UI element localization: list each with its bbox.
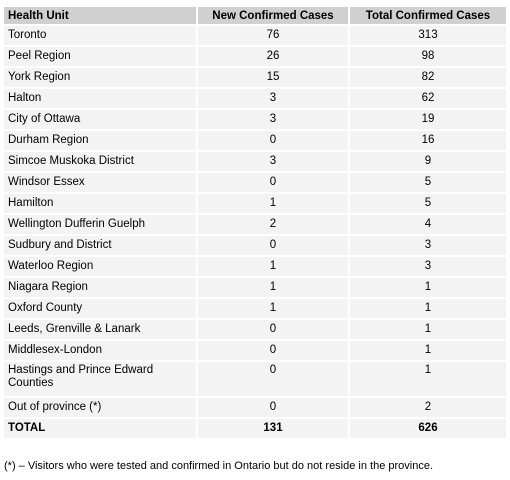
header-new-cases: New Confirmed Cases <box>198 7 348 24</box>
cell-health-unit: Out of province (*) <box>4 398 196 417</box>
cell-health-unit: Hamilton <box>4 194 196 213</box>
total-label: TOTAL <box>4 419 196 438</box>
cell-health-unit: York Region <box>4 68 196 87</box>
cell-health-unit: Durham Region <box>4 131 196 150</box>
cell-total-cases: 5 <box>350 173 506 192</box>
cell-total-cases: 2 <box>350 398 506 417</box>
cell-total-cases: 62 <box>350 89 506 108</box>
cell-total-cases: 4 <box>350 215 506 234</box>
cell-new-cases: 0 <box>198 131 348 150</box>
table-row <box>4 68 506 87</box>
cell-health-unit: Windsor Essex <box>4 173 196 192</box>
cell-new-cases: 0 <box>198 236 348 255</box>
cell-new-cases: 15 <box>198 68 348 87</box>
cell-total-cases: 3 <box>350 257 506 276</box>
cell-new-cases: 0 <box>198 320 348 339</box>
total-total-cases: 626 <box>350 419 506 438</box>
cases-table <box>2 5 508 440</box>
cell-new-cases: 3 <box>198 110 348 129</box>
total-row <box>4 419 506 438</box>
table-row <box>4 173 506 192</box>
cell-total-cases: 1 <box>350 341 506 360</box>
cell-health-unit: Niagara Region <box>4 278 196 297</box>
table-row <box>4 194 506 213</box>
table-row <box>4 362 506 396</box>
cell-health-unit: Peel Region <box>4 47 196 66</box>
cell-total-cases: 1 <box>350 278 506 297</box>
cell-total-cases: 313 <box>350 26 506 45</box>
cell-new-cases: 0 <box>198 173 348 192</box>
cell-total-cases: 9 <box>350 152 506 171</box>
table-row <box>4 398 506 417</box>
cell-total-cases: 5 <box>350 194 506 213</box>
header-health-unit: Health Unit <box>4 7 196 24</box>
cell-health-unit: Toronto <box>4 26 196 45</box>
table-row <box>4 47 506 66</box>
cell-health-unit: Waterloo Region <box>4 257 196 276</box>
cell-total-cases: 3 <box>350 236 506 255</box>
cell-health-unit: Hastings and Prince Edward Counties <box>4 362 196 396</box>
cell-new-cases: 1 <box>198 299 348 318</box>
cell-new-cases: 0 <box>198 341 348 360</box>
cell-new-cases: 1 <box>198 278 348 297</box>
cell-health-unit: Halton <box>4 89 196 108</box>
cell-new-cases: 76 <box>198 26 348 45</box>
cell-health-unit: Simcoe Muskoka District <box>4 152 196 171</box>
cell-new-cases: 1 <box>198 194 348 213</box>
header-row <box>4 7 506 24</box>
header-total-cases: Total Confirmed Cases <box>350 7 506 24</box>
cell-new-cases: 3 <box>198 152 348 171</box>
cell-total-cases: 19 <box>350 110 506 129</box>
footnote: (*) – Visitors who were tested and confirmed in Ontario but do not reside in the province. <box>4 460 434 472</box>
cell-new-cases: 1 <box>198 257 348 276</box>
table-row <box>4 257 506 276</box>
table-row <box>4 131 506 150</box>
table-row <box>4 236 506 255</box>
table-row <box>4 299 506 318</box>
cell-health-unit: Leeds, Grenville & Lanark <box>4 320 196 339</box>
cell-health-unit: Oxford County <box>4 299 196 318</box>
table-row <box>4 320 506 339</box>
cell-total-cases: 98 <box>350 47 506 66</box>
table-body <box>4 26 506 438</box>
cell-health-unit: Wellington Dufferin Guelph <box>4 215 196 234</box>
cell-total-cases: 16 <box>350 131 506 150</box>
table-row <box>4 26 506 45</box>
table-row <box>4 110 506 129</box>
cell-total-cases: 1 <box>350 299 506 318</box>
cell-health-unit: City of Ottawa <box>4 110 196 129</box>
cell-new-cases: 0 <box>198 362 348 396</box>
cell-new-cases: 0 <box>198 398 348 417</box>
table-row <box>4 89 506 108</box>
table-row <box>4 278 506 297</box>
total-new-cases: 131 <box>198 419 348 438</box>
table-row <box>4 215 506 234</box>
cell-health-unit: Middlesex-London <box>4 341 196 360</box>
table-row <box>4 152 506 171</box>
cell-total-cases: 1 <box>350 362 506 396</box>
table-row <box>4 341 506 360</box>
cell-total-cases: 82 <box>350 68 506 87</box>
cell-total-cases: 1 <box>350 320 506 339</box>
cell-new-cases: 26 <box>198 47 348 66</box>
cell-new-cases: 2 <box>198 215 348 234</box>
cell-new-cases: 3 <box>198 89 348 108</box>
cell-health-unit: Sudbury and District <box>4 236 196 255</box>
